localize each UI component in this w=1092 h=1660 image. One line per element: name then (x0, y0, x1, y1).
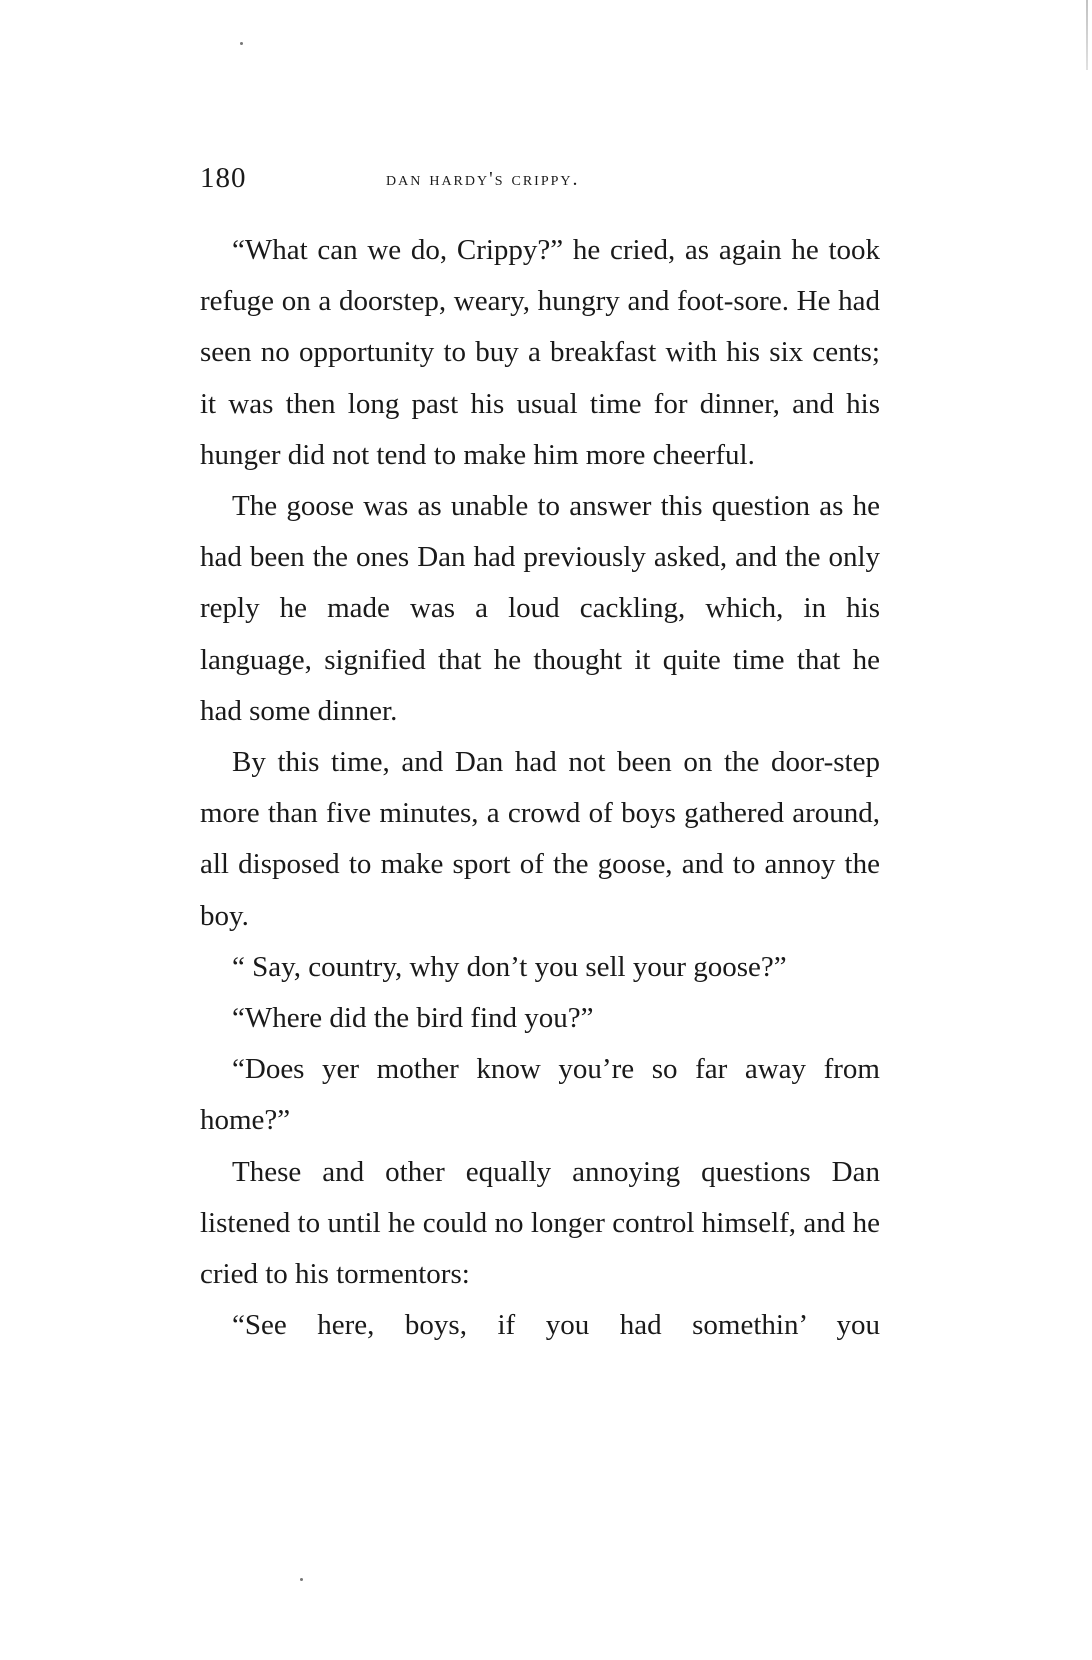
paragraph: “See here, boys, if you had somethin’ you (232, 1309, 880, 1342)
paragraph: “What can we do, Crippy?” he cried, as again he took refuge on a doorstep, weary, hungry and foot-sore. He had seen no opportunity to buy a breakfast with his six cents; it was then long past his usual time for dinner, and his hunger did not tend to make him more cheerful. (200, 234, 880, 471)
running-head (200, 160, 880, 200)
paragraph: The goose was as unable to answer this question as he had been the ones Dan had previously asked, and the only reply he made was a loud cackling, which, in his language, signified that he thought it quite time that he had some dinner. (200, 490, 880, 727)
paragraph: These and other equally annoying questions Dan listened to until he could no longer control himself, and he cried to his tormentors: (200, 1155, 880, 1291)
paragraph: By this time, and Dan had not been on the door-step more than five minutes, a crowd of boys gathered around, all disposed to make sport of the goose, and to annoy the boy. (200, 746, 880, 932)
page-edge-mark (1086, 0, 1088, 70)
ink-speck (240, 42, 243, 45)
paragraph: “Where did the bird find you?” (232, 1002, 594, 1035)
page-number: 180 (200, 162, 247, 194)
paragraph: “ Say, country, why don’t you sell your goose?” (232, 950, 787, 983)
paragraph: “Does yer mother know you’re so far away from home?” (200, 1053, 880, 1137)
running-title: dan hardy's crippy. (386, 168, 580, 190)
body-text (200, 225, 880, 1351)
ink-speck (300, 1578, 303, 1581)
